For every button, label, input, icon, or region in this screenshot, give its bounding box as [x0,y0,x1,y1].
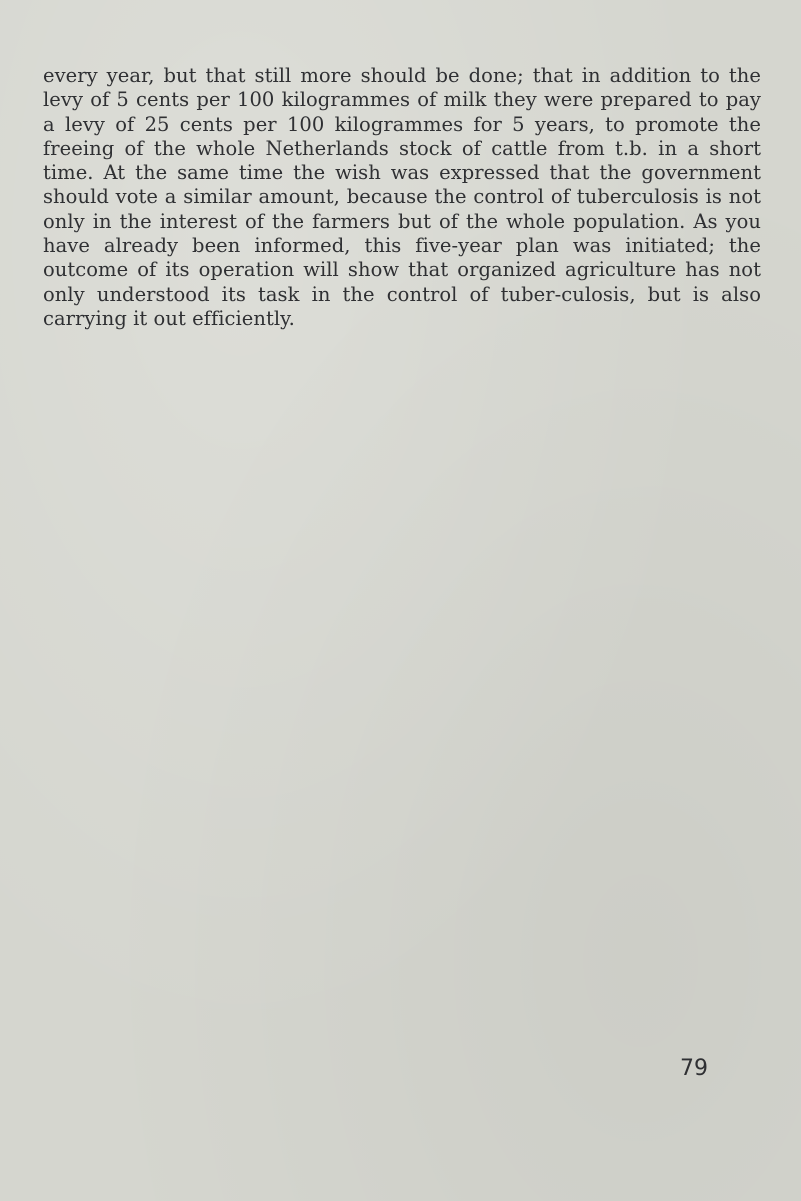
body-paragraph: every year, but that still more should be done; that in addition to the levy of 5 cents per 100 kilogrammes of milk they were prepared to pay a levy of 25 cents per 100 kilogrammes for 5 years, to promote the freeing of the whole Netherlands stock of cattle from t.b. in a short time. At the same time the wish was expressed that the government should vote a similar amount, because the control of tuberculosis is not only in the interest of the farmers but of the whole population. As you have already been informed, this five-year plan was initiated; the outcome of its operation will show that organized agriculture has not only understood its task in the control of tuber-culosis, but is also carrying it out efficiently. [43,64,761,330]
page-number: 79 [680,1056,708,1081]
